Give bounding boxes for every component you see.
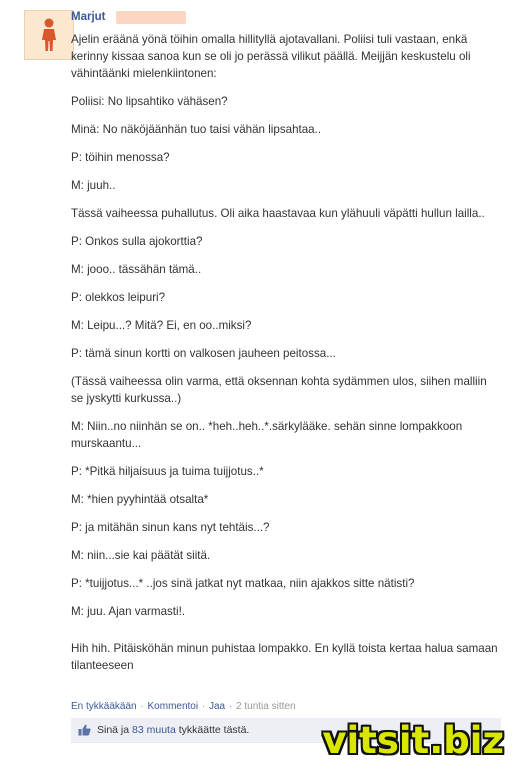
likes-others-link[interactable]: 83 muuta	[132, 724, 176, 736]
comment-link[interactable]: Kommentoi	[147, 701, 199, 712]
unlike-link[interactable]: En tykkääkään	[71, 701, 137, 712]
watermark-logo: vitsit.biz	[322, 719, 504, 762]
separator: ·	[201, 701, 206, 712]
female-silhouette-icon	[25, 11, 73, 59]
post-paragraph: Hih hih. Pitäisköhän minun puhistaa lompakko. En kyllä toista kertaa halua samaan tilanteeseen	[71, 642, 498, 672]
post-paragraph: M: jooo.. tässähän tämä..	[71, 263, 202, 276]
post-paragraph: M: *hien pyyhintää otsalta*	[71, 493, 209, 506]
redacted-surname	[116, 11, 186, 24]
post-paragraph: M: juu. Ajan varmasti!.	[71, 605, 186, 618]
profile-avatar[interactable]	[24, 10, 74, 60]
post-paragraph: P: töihin menossa?	[71, 151, 170, 164]
likes-summary	[97, 724, 249, 736]
post-paragraph: (Tässä vaiheessa olin varma, että oksennan kohta sydämmen ulos, siihen malliin se jyskytti kurkussa..)	[71, 375, 487, 405]
post-paragraph: Tässä vaiheessa puhallutus. Oli aika haastavaa kun ylähuuli väpätti hullun lailla..	[71, 207, 485, 220]
post-paragraph: P: *tuijjotus...* ..jos sinä jatkat nyt matkaa, niin ajakkos sitte nätisti?	[71, 577, 415, 590]
post-paragraph: M: Leipu...? Mitä? Ei, en oo..miksi?	[71, 319, 252, 332]
share-link[interactable]: Jaa	[209, 701, 226, 712]
post-paragraph: Minä: No näköjäänhän tuo taisi vähän lipsahtaa..	[71, 123, 322, 136]
post-paragraph: Ajelin eräänä yönä töihin omalla hillityllä ajotavallani. Poliisi tuli vastaan, enkä kerinny kissaa sanoa kun se oli jo perässä vilikut päällä. Meijjän keskustelu oli vähintäänki mielenkiintonen:	[71, 33, 471, 80]
post-paragraph: M: Niin..no niinhän se on.. *heh..heh..*.särkylääke. sehän sinne lompakkoon murskaantu...	[71, 420, 463, 450]
likes-suffix: tykkäätte tästä.	[178, 724, 250, 736]
post-paragraph: P: ja mitähän sinun kans nyt tehtäis...?	[71, 521, 270, 534]
post-paragraph: P: olekkos leipuri?	[71, 291, 166, 304]
post-paragraph: P: *Pitkä hiljaisuus ja tuima tuijjotus..*	[71, 465, 264, 478]
likes-prefix: Sinä ja	[97, 724, 130, 736]
post-message	[71, 31, 501, 685]
post-timestamp[interactable]: 2 tuntia sitten	[236, 701, 296, 712]
post-author-link[interactable]: Marjut	[71, 11, 106, 23]
post-paragraph: Poliisi: No lipsahtiko vähäsen?	[71, 95, 228, 108]
post-paragraph: P: tämä sinun kortti on valkosen jauheen peitossa...	[71, 347, 336, 360]
post-paragraph: M: niin...sie kai päätät siitä.	[71, 549, 211, 562]
separator: ·	[228, 701, 233, 712]
thumbs-up-icon	[78, 724, 91, 736]
post-actions	[71, 701, 296, 712]
separator: ·	[140, 701, 144, 712]
post-paragraph: M: juuh..	[71, 179, 116, 192]
post-paragraph: P: Onkos sulla ajokorttia?	[71, 235, 203, 248]
